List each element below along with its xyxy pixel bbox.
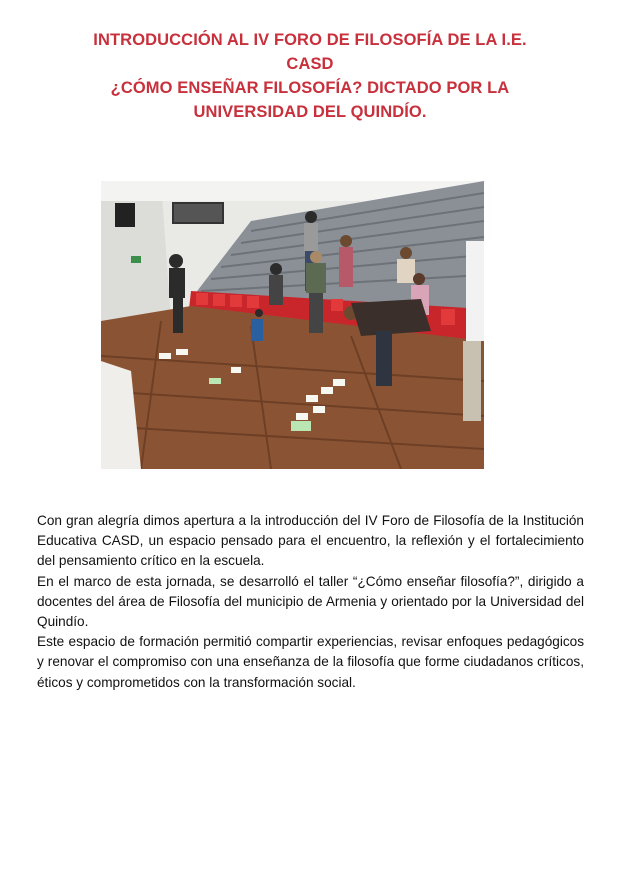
paragraph-1: Con gran alegría dimos apertura a la introducción del IV Foro de Filosofía de la Institución Educativa CASD, un espacio pensado para el encuentro, la reflexión y el fortalecimiento del pensamiento crítico en la escuela.	[37, 513, 584, 569]
title-line-2: CASD	[286, 55, 334, 73]
title-line-3: ¿CÓMO ENSEÑAR FILOSOFÍA? DICTADO POR LA	[110, 79, 510, 97]
event-photo	[101, 181, 484, 469]
title-line-4: UNIVERSIDAD DEL QUINDÍO.	[193, 103, 427, 121]
article-body	[37, 511, 584, 693]
page-title	[40, 28, 580, 124]
paragraph-3: Este espacio de formación permitió compartir experiencias, revisar enfoques pedagógicos y renovar el compromiso con una enseñanza de la filosofía que forme ciudadanos críticos, éticos y comprometidos con la transformación social.	[37, 634, 584, 690]
title-line-1: INTRODUCCIÓN AL IV FORO DE FILOSOFÍA DE LA I.E.	[93, 31, 527, 49]
paragraph-2: En el marco de esta jornada, se desarrolló el taller “¿Cómo enseñar filosofía?”, dirigido a docentes del área de Filosofía del municipio de Armenia y orientado por la Universidad del Quindío.	[37, 573, 584, 630]
